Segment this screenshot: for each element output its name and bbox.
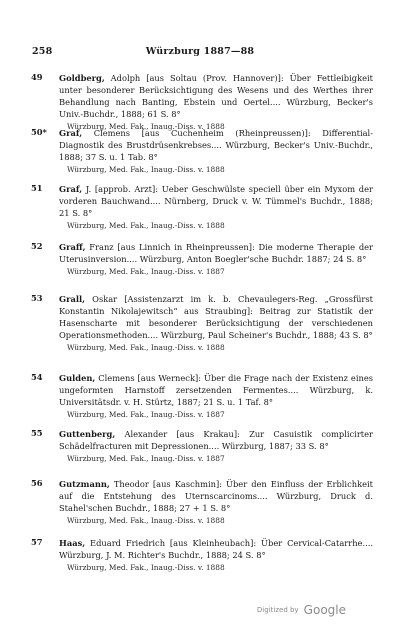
entry-body: J. [approb. Arzt]: Ueber Geschwülste speciell über ein Myxom der vorderen Bauchwand.... Nürnberg, Druck v. W. Tümmel's Buchdr., 1888; 21 S. 8° [59,184,373,218]
entry-body: Adolph [aus Soltau (Prov. Hannover)]: Über Fettleibigkeit unter besonderer Berücksichtigung des Wesens und des Werthes ihrer Behandlung nach Banting, Ebstein und Oertel.... Würzburg, Becker's Univ.-Buchdr., 1888; 61 S. 8° [59,73,374,119]
entry-list [31,72,373,573]
entry-54 [31,372,373,428]
entry-text [59,183,373,219]
entry-number: 51 [31,183,43,193]
entry-50 [31,127,373,183]
entry-text [59,537,373,561]
author-name: Goldberg, [59,73,105,83]
author-name: Grall, [59,294,86,304]
entry-53 [31,293,373,372]
entry-body: Franz [aus Linnich in Rheinpreussen]: Die moderne Therapie der Uterusinversion.... Würzburg, Anton Boegler'sche Buchdr. 1887; 24 S. 8° [59,242,374,264]
author-name: Haas, [59,538,86,548]
entry-number: 56 [31,478,43,488]
entry-body: Clemens [aus Werneck]: Über die Frage nach der Existenz eines ungeformten Harnstoff zersetzenden Fermentes.... Würzburg, k. Universitätsdr. v. H. Stürtz, 1887; 21 S. u. 1 Taf. 8° [59,373,374,407]
entry-text [59,127,373,163]
entry-number: 57 [31,537,43,547]
entry-body: Oskar [Assistenzarzt im k. b. Chevaulegers-Reg. „Grossfürst Konstantin Nikolajewitsch“ aus Straubing]: Beitrag zur Statistik der Hasenscharte mit besonderer Berücksichtigung der verschiedenen Operationsmethoden.... Würzburg, Paul Scheiner's Buchdr., 1888; 43 S. 8° [59,294,373,340]
running-title: Würzburg 1887—88 [145,46,255,57]
author-name: Graf, [59,184,83,194]
entry-meta: Würzburg, Med. Fak., Inaug.-Diss. v. 1888 [67,122,225,131]
entry-text [59,293,373,341]
entry-number: 49 [31,72,43,82]
entry-meta: Würzburg, Med. Fak., Inaug.-Diss. v. 1888 [67,563,225,572]
entry-52 [31,241,373,293]
entry-57 [31,537,373,573]
entry-number: 50* [31,127,47,137]
entry-text [59,428,373,452]
entry-51 [31,183,373,241]
author-name: Graf, [59,128,83,138]
entry-56 [31,478,373,537]
page-number: 258 [32,46,53,57]
google-brand-text: Google [303,603,346,617]
entry-meta: Würzburg, Med. Fak., Inaug.-Diss. v. 1888 [67,221,225,230]
entry-55 [31,428,373,478]
entry-meta: Würzburg, Med. Fak., Inaug.-Diss. v. 1888 [67,516,225,525]
entry-text [59,72,373,120]
entry-meta: Würzburg, Med. Fak., Inaug.-Diss. v. 1887 [67,454,225,463]
entry-meta: Würzburg, Med. Fak., Inaug.-Diss. v. 1888 [67,343,225,352]
author-name: Guttenberg, [59,429,116,439]
entry-text [59,478,373,514]
author-name: Graff, [59,242,86,252]
entry-meta: Würzburg, Med. Fak., Inaug.-Diss. v. 1887 [67,267,225,276]
entry-number: 52 [31,241,43,251]
author-name: Gutzmann, [59,479,110,489]
entry-49 [31,72,374,131]
entry-body: Clemens [aus Cuchenheim (Rheinpreussen)]: Differential-Diagnostik des Brustdrüsenkrebses.... Würzburg, Becker's Univ.-Buchdr., 1888; 37 S. u. 1 Tab. 8° [59,128,373,162]
entry-number: 53 [31,293,43,303]
entry-body: Theodor [aus Kaschmin]: Über den Einfluss der Erblichkeit auf die Entstehung des Uternscarcinoms.... Würzburg, Druck d. Stahel'schen Buchdr., 1888; 27 + 1 S. 8° [59,479,374,513]
entry-text [59,241,373,265]
entry-meta: Würzburg, Med. Fak., Inaug.-Diss. v. 1888 [67,165,225,174]
entry-number: 55 [31,428,43,438]
digitized-by-text: Digitized by [256,606,299,614]
author-name: Gulden, [59,373,96,383]
entry-number: 54 [31,372,43,382]
entry-body: Alexander [aus Krakau]: Zur Casuistik complicirter Schädelfracturen mit Depressionen.... Würzburg, 1887; 33 S. 8° [59,429,373,451]
google-watermark [257,599,346,618]
entry-body: Eduard Friedrich [aus Kleinheubach]: Über Cervical-Catarrhe.... Würzburg, J. M. Richter's Buchdr., 1888; 24 S. 8° [59,538,374,560]
entry-meta: Würzburg, Med. Fak., Inaug.-Diss. v. 1887 [67,410,225,419]
entry-text [59,372,373,408]
